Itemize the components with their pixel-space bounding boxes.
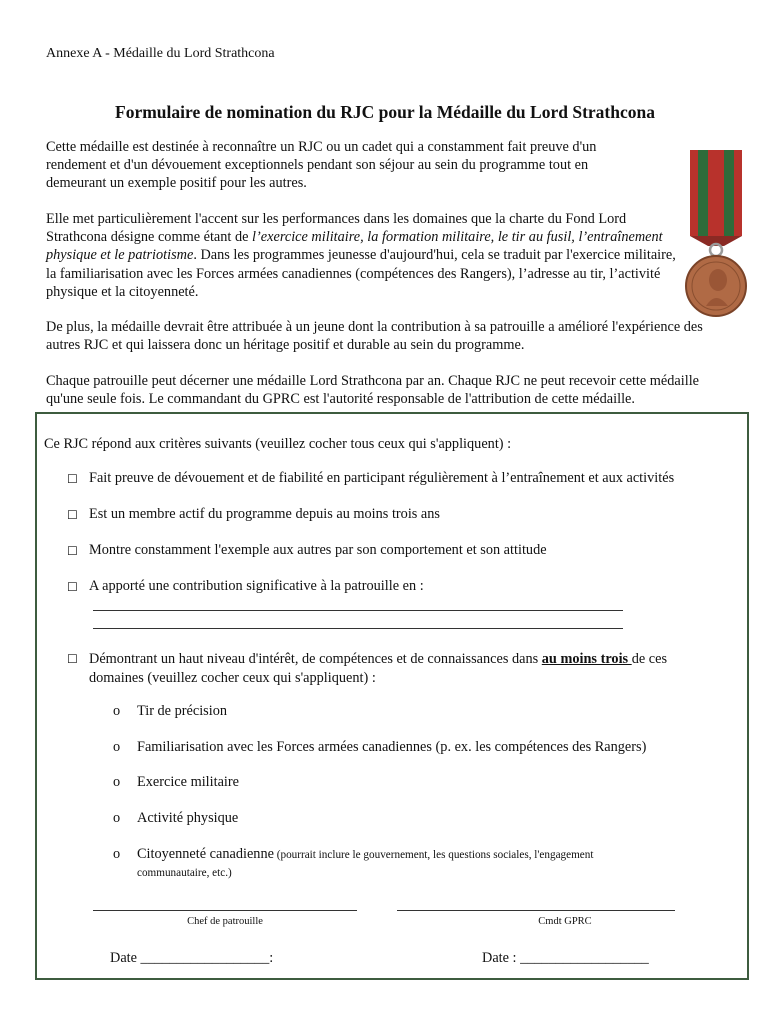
domain-bullet[interactable]: o	[113, 846, 121, 862]
criteria-box	[35, 412, 749, 980]
contribution-line-1[interactable]	[93, 610, 623, 611]
domain-citizenship-note: (pourrait inclure le gouvernement, les questions sociales, l'engagement communautaire, etc.)	[137, 849, 594, 879]
domain-drill	[113, 774, 239, 791]
ribbon	[690, 150, 742, 246]
patrol-leader-signature-line[interactable]	[93, 910, 357, 911]
medal-portrait	[709, 269, 727, 291]
intro-paragraph-2	[46, 210, 676, 301]
domain-bullet[interactable]: o	[113, 774, 121, 790]
domain-caf-familiarization	[113, 739, 646, 756]
criterion-label: Fait preuve de dévouement et de fiabilité en participant régulièrement à l’entraînement et aux activités	[89, 470, 675, 486]
domain-physical-activity	[113, 810, 238, 827]
domain-label: Familiarisation avec les Forces armées canadiennes (p. ex. les compétences des Rangers)	[137, 739, 647, 755]
checkbox-dedication[interactable]: ☐	[67, 472, 78, 486]
intro-paragraph-2-italic: l’exercice militaire, la formation militaire, le tir au fusil, l’entraînement physique et le patriotisme	[46, 229, 663, 264]
medal-image	[684, 150, 748, 320]
checkbox-example[interactable]: ☐	[67, 544, 78, 558]
criterion-label: A apporté une contribution significative à la patrouille en :	[89, 578, 424, 594]
annex-header: Annexe A - Médaille du Lord Strathcona	[46, 46, 275, 61]
patrol-leader-label: Chef de patrouille	[187, 916, 263, 927]
commander-signature-line[interactable]	[397, 910, 675, 911]
criterion-domains-label	[89, 650, 709, 687]
intro-paragraph-3: De plus, la médaille devrait être attribuée à un jeune dont la contribution à sa patrouille a amélioré l'expérience des autres RJC et qui laissera donc un héritage positif et durable au sein du programme.	[46, 319, 703, 354]
contribution-line-2[interactable]	[93, 628, 623, 629]
criterion-domains-text-b: de ces domaines (veuillez cocher ceux qui s'appliquent) :	[89, 651, 668, 686]
criterion-label: Est un membre actif du programme depuis au moins trois ans	[89, 506, 440, 522]
domain-label: Exercice militaire	[137, 774, 240, 790]
criterion-contribution	[67, 578, 424, 596]
commander-label: Cmdt GPRC	[538, 916, 592, 927]
domain-bullet[interactable]: o	[113, 703, 121, 719]
checkbox-active-member[interactable]: ☐	[67, 508, 78, 522]
intro-paragraph-2-text-a: Elle met particulièrement l'accent sur les performances dans les domaines que la charte du Fond Lord Strathcona désigne comme étant de	[46, 211, 627, 246]
checkbox-domains[interactable]: ☐	[67, 652, 78, 666]
intro-paragraph-2-text-b: . Dans les programmes jeunesse d'aujourd'hui, cela se traduit par l'exercice militaire, la familiarisation avec les Forces armées canadiennes (compétences des Rangers), l’adresse au tir, l’activité physique et la citoyenneté.	[46, 247, 676, 300]
domain-citizenship-label	[137, 846, 657, 882]
intro-paragraph-4: Chaque patrouille peut décerner une médaille Lord Strathcona par an. Chaque RJC ne peut recevoir cette médaille qu'une seule fois. Le commandant du GPRC est l'autorité responsable de l'attribution de cette médaille.	[46, 373, 700, 408]
commander-date-field[interactable]: Date : __________________	[482, 950, 649, 966]
criterion-domains	[67, 650, 717, 687]
domain-label: Activité physique	[137, 810, 239, 826]
criterion-domains-emphasis: au moins trois	[541, 651, 632, 667]
domain-bullet[interactable]: o	[113, 739, 121, 755]
patrol-leader-date-field[interactable]: Date __________________:	[110, 950, 274, 966]
criterion-active-member	[67, 506, 440, 524]
criterion-label: Montre constamment l'exemple aux autres par son comportement et son attitude	[89, 542, 547, 558]
criterion-example	[67, 542, 547, 560]
domain-citizenship	[113, 846, 657, 882]
checkbox-contribution[interactable]: ☐	[67, 580, 78, 594]
domain-citizenship-main: Citoyenneté canadienne	[137, 846, 274, 862]
form-title: Formulaire de nomination du RJC pour la Médaille du Lord Strathcona	[115, 102, 655, 122]
criterion-dedication	[67, 470, 674, 488]
criteria-lead: Ce RJC répond aux critères suivants (veuillez cocher tous ceux qui s'appliquent) :	[44, 436, 512, 452]
domain-label: Tir de précision	[137, 703, 228, 719]
intro-paragraph-1: Cette médaille est destinée à reconnaître un RJC ou un cadet qui a constamment fait preuve d'un rendement et d'un dévouement exceptionnels pendant son séjour au sein du programme tout en demeurant un exemple positif pour les autres.	[46, 139, 597, 192]
domain-bullet[interactable]: o	[113, 810, 121, 826]
domain-marksmanship	[113, 703, 227, 720]
criterion-domains-text-a: Démontrant un haut niveau d'intérêt, de compétences et de connaissances dans	[89, 651, 542, 667]
